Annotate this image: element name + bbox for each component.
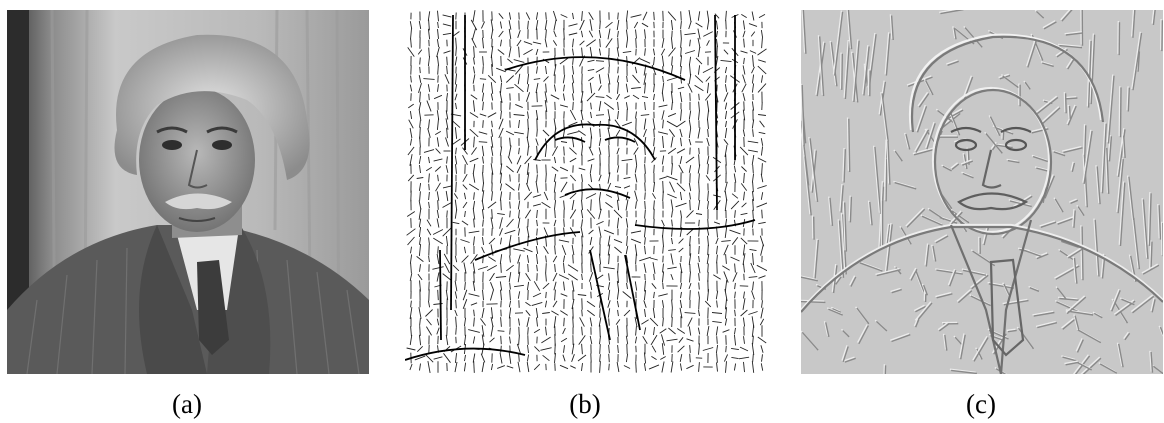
relief-shadow <box>1128 88 1129 112</box>
orientation-tick <box>420 67 421 73</box>
orientation-tick <box>753 354 754 361</box>
orientation-tick <box>681 11 682 20</box>
panel-a-photo <box>7 10 369 374</box>
orientation-field-image <box>405 10 767 374</box>
relief-highlight <box>885 158 886 201</box>
orientation-tick <box>438 65 439 74</box>
orientation-tick <box>510 175 511 182</box>
orientation-tick <box>753 165 754 173</box>
orientation-tick <box>474 361 475 373</box>
orientation-tick <box>438 290 439 300</box>
orientation-tick <box>645 147 646 155</box>
relief-highlight <box>1119 86 1120 136</box>
orientation-tick <box>699 220 700 226</box>
orientation-tick <box>645 192 646 199</box>
orientation-tick <box>573 255 574 264</box>
orientation-tick <box>591 199 592 210</box>
orientation-tick <box>456 327 457 334</box>
orientation-tick <box>429 48 430 57</box>
orientation-tick <box>636 38 637 48</box>
orientation-tick <box>699 283 700 290</box>
orientation-tick <box>600 39 601 47</box>
orientation-tick <box>456 300 457 309</box>
orientation-tick <box>456 48 457 56</box>
relief-shadow <box>850 197 851 223</box>
relief-shadow <box>801 302 825 303</box>
relief-highlight <box>1065 97 1076 98</box>
orientation-tick <box>447 211 448 218</box>
orientation-tick <box>645 183 646 192</box>
orientation-tick <box>609 364 610 371</box>
orientation-tick <box>645 201 646 209</box>
orientation-tick <box>672 308 673 317</box>
orientation-tick <box>429 94 430 100</box>
orientation-tick <box>699 182 700 192</box>
emboss-relief-image <box>801 10 1163 374</box>
orientation-tick <box>708 219 709 227</box>
orientation-tick <box>663 283 664 289</box>
orientation-tick <box>501 336 502 344</box>
orientation-tick <box>573 317 574 328</box>
orientation-tick <box>744 156 745 165</box>
orientation-tick <box>726 154 727 165</box>
orientation-tick <box>564 318 565 326</box>
orientation-tick <box>474 271 475 282</box>
orientation-tick <box>681 217 682 228</box>
orientation-tick <box>636 361 637 372</box>
orientation-tick <box>479 142 487 143</box>
orientation-tick <box>672 317 673 327</box>
relief-shadow <box>1066 93 1067 113</box>
orientation-tick <box>501 200 502 210</box>
orientation-tick <box>600 344 601 354</box>
orientation-tick <box>708 245 709 255</box>
orientation-tick <box>618 38 619 49</box>
orientation-tick <box>726 346 727 352</box>
orientation-tick <box>708 264 709 273</box>
relief-shadow <box>1082 227 1083 281</box>
orientation-tick <box>573 102 574 110</box>
orientation-tick <box>564 219 565 227</box>
relief-shadow <box>1151 242 1152 270</box>
caption-a: (a) <box>172 389 202 419</box>
orientation-tick <box>546 12 547 19</box>
relief-shadow <box>842 54 843 90</box>
orientation-tick <box>681 30 682 39</box>
orientation-tick <box>699 94 700 100</box>
orientation-tick <box>699 298 700 309</box>
orientation-tick <box>654 165 655 173</box>
orientation-tick <box>420 326 421 336</box>
orientation-tick <box>528 327 529 335</box>
orientation-tick <box>627 325 628 336</box>
orientation-tick <box>609 354 610 362</box>
orientation-tick <box>555 210 556 218</box>
orientation-tick <box>654 274 655 280</box>
orientation-tick <box>510 328 511 335</box>
relief-highlight <box>1064 92 1065 112</box>
orientation-tick <box>537 165 538 174</box>
orientation-tick <box>501 263 502 273</box>
orientation-tick <box>519 262 520 274</box>
relief-shadow <box>849 119 850 172</box>
orientation-tick <box>438 200 439 210</box>
orientation-tick <box>498 331 505 332</box>
orientation-tick <box>690 290 691 300</box>
relief-highlight <box>841 53 842 89</box>
orientation-tick <box>519 354 520 361</box>
orientation-tick <box>447 57 448 66</box>
orientation-tick <box>537 129 538 136</box>
orientation-tick <box>663 247 664 254</box>
orientation-tick <box>546 173 547 182</box>
orientation-tick <box>456 238 457 245</box>
portrait-photo-image <box>7 10 369 374</box>
orientation-tick <box>717 46 718 58</box>
orientation-tick <box>528 119 529 130</box>
caption-c: (c) <box>966 389 996 419</box>
orientation-tick <box>618 58 619 65</box>
orientation-tick <box>546 263 547 273</box>
orientation-tick <box>596 61 604 62</box>
orientation-tick <box>510 202 511 209</box>
orientation-tick <box>564 147 565 156</box>
relief-shadow <box>1121 87 1122 137</box>
orientation-tick <box>762 210 763 219</box>
panel-b-orientation-field <box>405 10 767 374</box>
orientation-tick <box>690 200 691 210</box>
orientation-tick <box>483 66 484 74</box>
orientation-tick <box>456 182 457 192</box>
orientation-tick <box>438 246 439 253</box>
orientation-tick <box>654 129 655 138</box>
orientation-tick <box>618 67 619 74</box>
orientation-tick <box>699 246 700 254</box>
orientation-tick <box>546 292 547 298</box>
orientation-tick <box>753 210 754 218</box>
orientation-tick <box>528 264 529 272</box>
orientation-tick <box>555 344 556 355</box>
relief-shadow <box>1066 98 1077 99</box>
orientation-tick <box>609 318 610 325</box>
panel-c-emboss <box>801 10 1163 374</box>
orientation-tick <box>420 58 421 65</box>
orientation-tick <box>582 310 583 317</box>
orientation-tick <box>480 79 486 80</box>
orientation-tick <box>690 345 691 353</box>
orientation-tick <box>510 211 511 218</box>
orientation-tick <box>654 12 655 20</box>
caption-b: (b) <box>569 389 601 419</box>
orientation-tick <box>699 148 700 154</box>
orientation-tick <box>429 184 430 190</box>
orientation-tick <box>596 115 604 116</box>
orientation-tick <box>537 229 538 236</box>
orientation-tick <box>600 21 601 29</box>
orientation-tick <box>618 13 619 20</box>
orientation-tick <box>483 120 484 128</box>
orientation-tick <box>564 28 565 40</box>
orientation-tick <box>492 209 493 219</box>
relief-shadow <box>1070 106 1071 119</box>
orientation-tick <box>717 336 718 344</box>
orientation-tick <box>600 129 601 138</box>
orientation-tick <box>663 191 664 201</box>
orientation-tick <box>591 264 592 272</box>
orientation-tick <box>537 92 538 102</box>
relief-shadow <box>886 159 887 202</box>
orientation-tick <box>690 354 691 363</box>
orientation-tick <box>609 145 610 157</box>
